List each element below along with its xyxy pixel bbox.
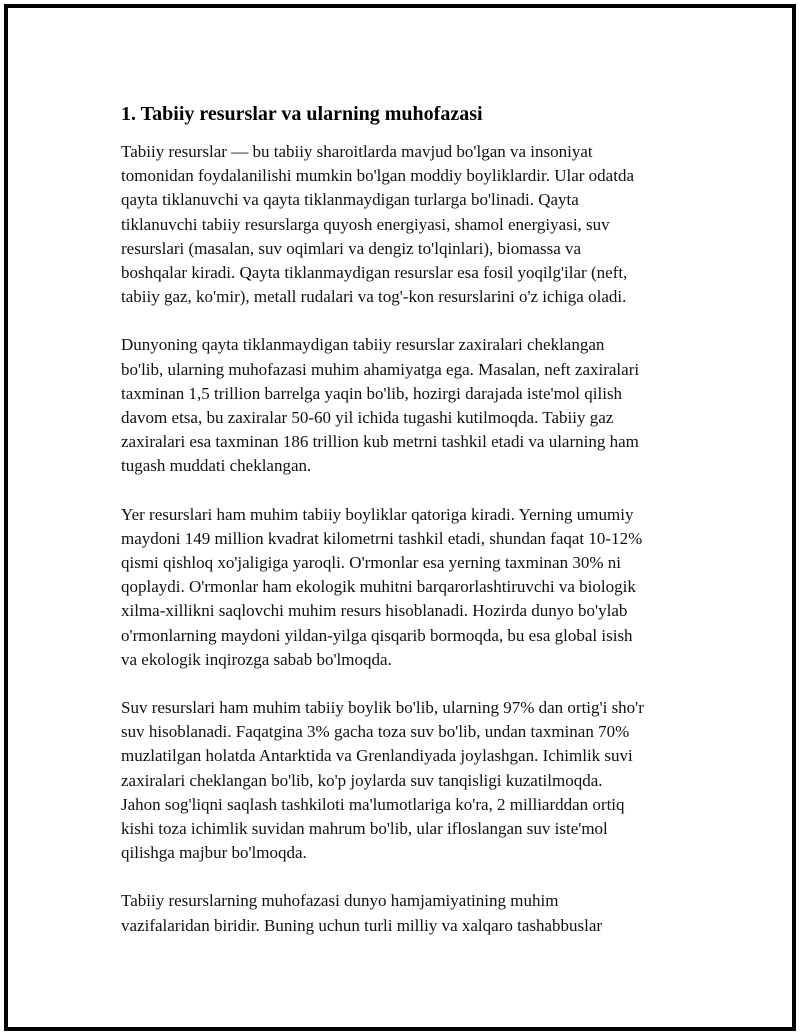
text-line: qayta tiklanuvchi va qayta tiklanmaydigan turlarga bo'linadi. Qayta <box>121 190 579 210</box>
text-line: suv hisoblanadi. Faqatgina 3% gacha toza suv bo'lib, undan taxminan 70% <box>121 722 630 742</box>
section-heading: 1. Tabiiy resurslar va ularning muhofazasi <box>121 103 483 125</box>
paragraph-3 <box>121 503 696 672</box>
paragraph-4 <box>121 696 696 865</box>
text-line: qismi qishloq xo'jaligiga yaroqli. O'rmonlar esa yerning taxminan 30% ni <box>121 553 621 573</box>
text-line: davom etsa, bu zaxiralar 50-60 yil ichida tugashi kutilmoqda. Tabiiy gaz <box>121 408 614 428</box>
text-line: tiklanuvchi tabiiy resurslarga quyosh energiyasi, shamol energiyasi, suv <box>121 214 610 234</box>
text-line: kishi toza ichimlik suvidan mahrum bo'lib, ular ifloslangan suv iste'mol <box>121 819 608 839</box>
text-line: qilishga majbur bo'lmoqda. <box>121 843 307 863</box>
text-line: bo'lib, ularning muhofazasi muhim ahamiyatga ega. Masalan, neft zaxiralari <box>121 359 640 379</box>
text-line: Tabiiy resurslar — bu tabiiy sharoitlarda mavjud bo'lgan va insoniyat <box>121 142 593 161</box>
text-line: Yer resurslari ham muhim tabiiy boyliklar qatoriga kiradi. Yerning umumiy <box>121 504 634 524</box>
text-line: Tabiiy resurslarning muhofazasi dunyo hamjamiyatining muhim <box>121 891 559 911</box>
text-line: resurslari (masalan, suv oqimlari va dengiz to'lqinlari), biomassa va <box>121 238 582 258</box>
text-line: qoplaydi. O'rmonlar ham ekologik muhitni barqarorlashtiruvchi va biologik <box>121 577 636 597</box>
text-line: tabiiy gaz, ko'mir), metall rudalari va tog'-kon resurslarini o'z ichiga oladi. <box>121 287 627 307</box>
text-line: vazifalaridan biridir. Buning uchun turli milliy va xalqaro tashabbuslar <box>121 915 603 935</box>
text-line: va ekologik inqirozga sabab bo'lmoqda. <box>121 649 392 669</box>
text-line: tomonidan foydalanilishi mumkin bo'lgan moddiy boyliklardir. Ular odatda <box>121 166 634 186</box>
paragraph-1 <box>121 140 696 309</box>
text-line: zaxiralari esa taxminan 186 trillion kub metrni tashkil etadi va ularning ham <box>121 432 639 452</box>
text-line: maydoni 149 million kvadrat kilometrni tashkil etadi, shundan faqat 10-12% <box>121 528 643 548</box>
text-line: o'rmonlarning maydoni yildan-yilga qisqarib bormoqda, bu esa global isish <box>121 625 633 645</box>
text-line: muzlatilgan holatda Antarktida va Grenlandiyada joylashgan. Ichimlik suvi <box>121 746 633 766</box>
page-frame <box>4 4 796 1031</box>
text-line: Dunyoning qayta tiklanmaydigan tabiiy resurslar zaxiralari cheklangan <box>121 335 605 355</box>
document-body <box>121 100 696 962</box>
paragraph-2 <box>121 333 696 478</box>
text-line: tugash muddati cheklangan. <box>121 456 312 476</box>
text-line: taxminan 1,5 trillion barrelga yaqin bo'lib, hozirgi darajada iste'mol qilish <box>121 383 623 403</box>
text-line: boshqalar kiradi. Qayta tiklanmaydigan resurslar esa fosil yoqilg'ilar (neft, <box>121 263 628 283</box>
text-line: Suv resurslari ham muhim tabiiy boylik bo'lib, ularning 97% dan ortig'i sho'r <box>121 698 644 718</box>
text-line: xilma-xillikni saqlovchi muhim resurs hisoblanadi. Hozirda dunyo bo'ylab <box>121 601 628 621</box>
paragraph-5 <box>121 889 696 937</box>
text-line: Jahon sog'liqni saqlash tashkiloti ma'lumotlariga ko'ra, 2 milliarddan ortiq <box>121 794 625 814</box>
text-line: zaxiralari cheklangan bo'lib, ko'p joylarda suv tanqisligi kuzatilmoqda. <box>121 770 603 790</box>
